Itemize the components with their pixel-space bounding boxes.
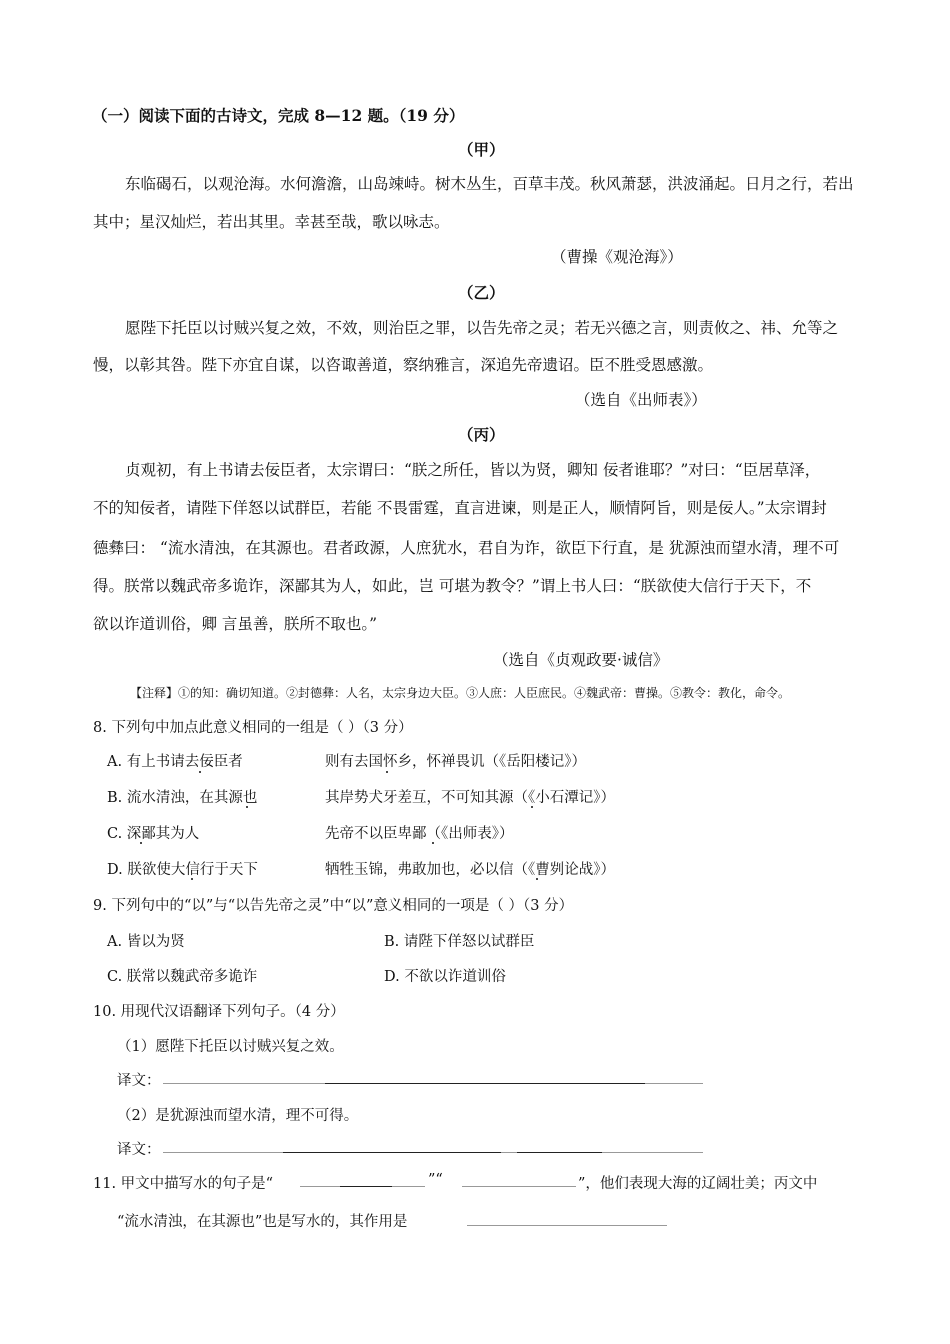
question-9-stem: 9. 下列句中的“以”与“以告先帝之灵”中“以”意义相同的一项是（ ）（3 分） [93,898,574,914]
question-8-option-c-ref: 先帝不以臣卑鄙（《出师表》） [325,826,514,842]
question-8-stem: 8. 下列句中加点此意义相同的一组是（ ）（3 分） [93,720,413,736]
passage-yi-line: 愿陛下托臣以讨贼兴复之效，不效，则治臣之罪，以告先帝之灵；若无兴德之言，则责攸之、祎、允等之 [125,319,839,337]
question-8-option-d-ref: 牺牲玉锦，弗敢加也，必以信（《曹刿论战》） [325,862,615,878]
question-8-option-c: C. 深鄙其为人 [107,826,200,842]
passage-bing-line: 不的知佞者，请陛下佯怒以试群臣，若能 不畏雷霆，直言进谏，则是正人，顺情阿旨，则是佞人。”太宗谓封 [93,499,827,517]
translation-label: 译文： [117,1142,161,1158]
passage-bing-line: 欲以诈道训俗，卿 言虽善，朕所不取也。” [93,615,378,633]
passage-jia-source: （曹操《观沧海》） [551,248,683,266]
question-8-option-a-ref: 则有去国怀乡，怀禅畏讥（《岳阳楼记》） [325,754,586,770]
passage-bing-heading: （丙） [458,425,505,444]
blank-1-emphasis [340,1186,392,1187]
emphasis-dot [199,771,201,773]
question-10-sentence-2: （2）是犹源浊而望水清，理不可得。 [117,1108,359,1124]
blank-2[interactable] [462,1186,576,1187]
question-11-stem-part: 11. 甲文中描写水的句子是“ [93,1176,274,1192]
question-9-option-c: C. 朕常以魏武帝多诡诈 [107,969,258,985]
question-10-sentence-1: （1）愿陛下托臣以讨贼兴复之效。 [117,1039,344,1055]
emphasis-dot [536,878,538,880]
passage-bing-line: 德彝曰： “流水清浊，在其源也。君者政源，人庶犹水，君自为诈，欲臣下行直，是 犹源浊而望水清，理不可 [93,539,840,557]
passage-yi-line: 慢，以彰其咎。陛下亦宜自谋，以咨诹善道，察纳雅言，深追先帝遗诏。臣不胜受恩感激。 [93,356,714,374]
question-11-stem-part: ”“ [428,1172,443,1188]
question-8-option-a: A. 有上书请去佞臣者 [107,754,243,770]
answer-line-emphasis [517,1152,602,1153]
passage-jia-heading: （甲） [458,140,505,159]
question-11-line-2: “流水清浊，在其源也”也是写水的，其作用是 [117,1214,408,1230]
passage-yi-heading: （乙） [458,283,505,302]
passage-bing-line: 贞观初，有上书请去佞臣者，太宗谓曰：“朕之所任，皆以为贤，卿知 佞者谁耶？”对曰：“臣居草泽， [125,461,821,479]
question-10-stem: 10. 用现代汉语翻译下列句子。（4 分） [93,1004,345,1020]
emphasis-dot [191,878,193,880]
answer-line-emphasis [283,1152,501,1153]
emphasis-dot [432,842,434,844]
emphasis-dot [246,806,248,808]
section-title: （一）阅读下面的古诗文，完成 8—12 题。（19 分） [92,106,465,125]
passage-bing-source: （选自《贞观政要·诚信》 [493,651,669,669]
emphasis-dot [386,771,388,773]
translation-label: 译文： [117,1073,161,1089]
annotation-note: 【注释】①的知：确切知道。②封德彝：人名，太宗身边大臣。③人庶：人臣庶民。④魏武帝：曹操。⑤教令：教化，命令。 [130,686,791,700]
passage-yi-source: （选自《出师表》） [575,391,707,409]
emphasis-dot [140,842,142,844]
passage-jia-line: 东临碣石，以观沧海。水何澹澹，山岛竦峙。树木丛生，百草丰茂。秋风萧瑟，洪波涌起。日月之行，若出 [125,175,854,193]
passage-bing-line: 得。朕常以魏武帝多诡诈，深鄙其为人，如此，岂 可堪为教令？”谓上书人曰：“朕欲使大信行于天下，不 [93,577,812,595]
question-9-option-a: A. 皆以为贤 [107,934,185,950]
question-9-option-d: D. 不欲以诈道训俗 [384,969,506,985]
question-8-option-b: B. 流水清浊，在其源也 [107,790,258,806]
emphasis-dot [531,806,533,808]
question-8-option-d: D. 朕欲使大信行于天下 [107,862,258,878]
answer-line-emphasis [325,1083,645,1084]
passage-jia-line: 其中；星汉灿烂，若出其里。幸甚至哉，歌以咏志。 [93,213,450,231]
blank-3[interactable] [467,1225,667,1226]
question-8-option-b-ref: 其岸势犬牙差互，不可知其源（《小石潭记》） [325,790,615,806]
question-11-stem-part: ”，他们表现大海的辽阔壮美；丙文中 [578,1176,818,1192]
question-9-option-b: B. 请陛下佯怒以试群臣 [384,934,535,950]
